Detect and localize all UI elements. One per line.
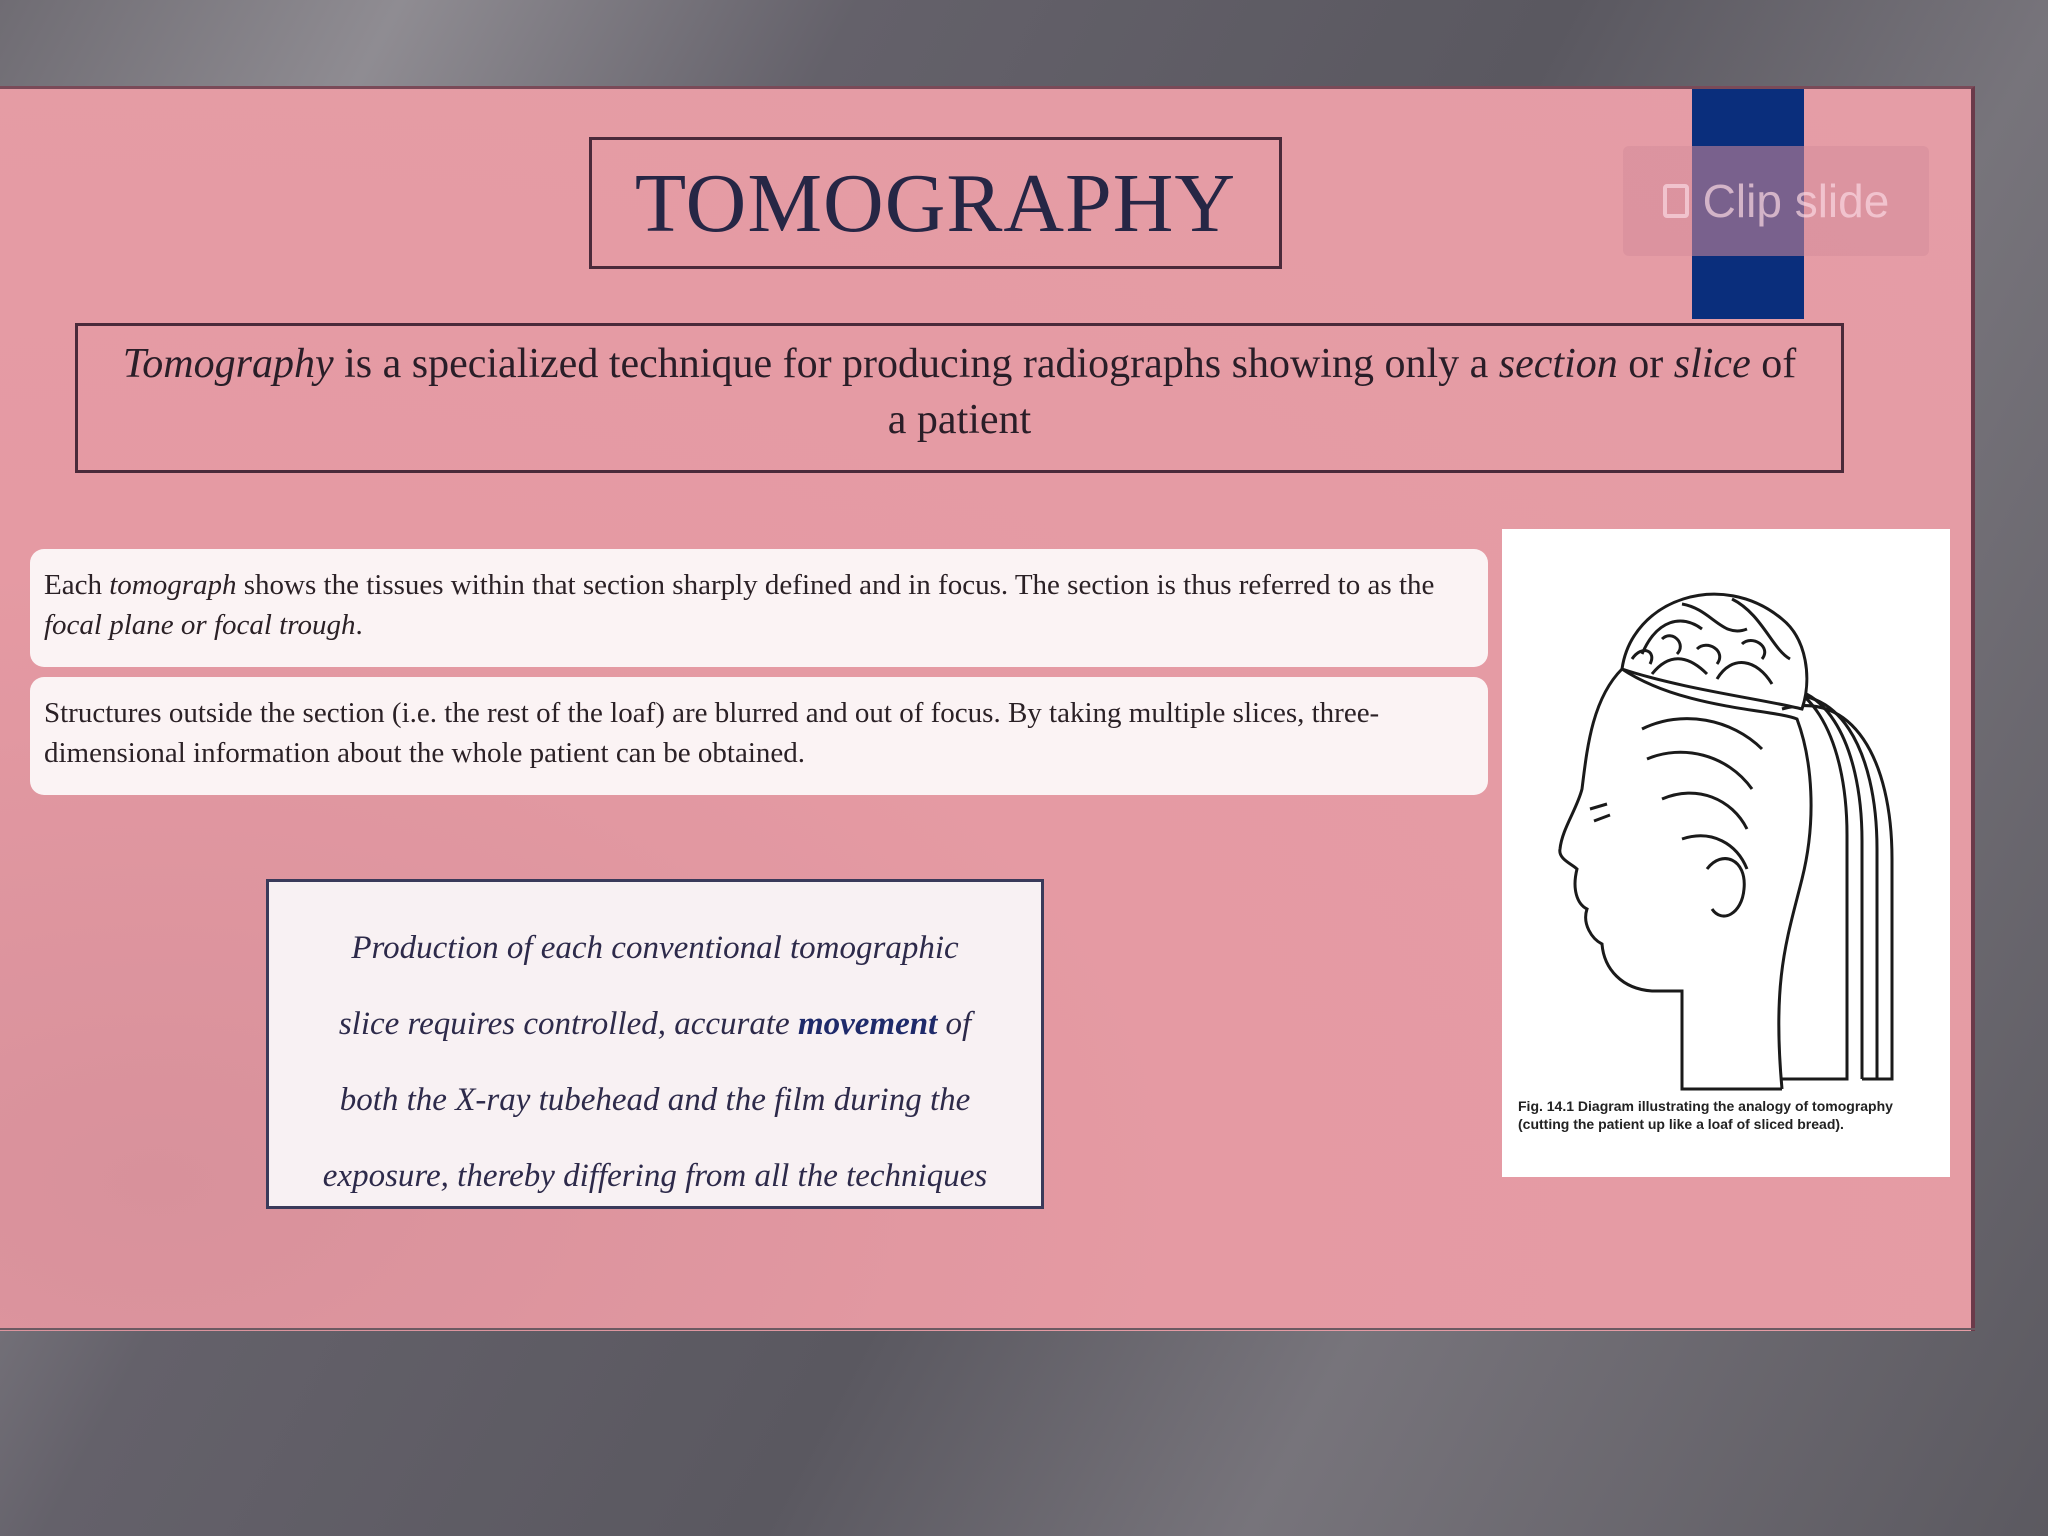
figure-caption: Fig. 14.1 Diagram illustrating the analogy of tomography (cutting the patient up like a loaf of sliced bread). xyxy=(1518,1098,1893,1132)
definition-text-1: is a specialized technique for producing radiographs showing only a xyxy=(333,341,1499,387)
paragraph-1-text-1: Each xyxy=(44,569,110,601)
quote-movement-bold: movement xyxy=(797,1006,938,1042)
quote-line-1: Production of each conventional tomographic xyxy=(351,930,959,966)
paragraph-focal-plane xyxy=(30,549,1488,667)
definition-text-2: or xyxy=(1617,341,1674,387)
definition-term: Tomography xyxy=(122,341,334,387)
quote-line-2-post: of xyxy=(937,1006,972,1042)
quote-line-2-pre: slice requires controlled, accurate xyxy=(338,1006,798,1042)
slide-bottom-border xyxy=(0,1328,1975,1330)
quote-line-3: both the X-ray tubehead and the film during the xyxy=(339,1082,971,1118)
title-box xyxy=(589,137,1282,269)
definition-box xyxy=(75,323,1844,473)
head-slices-figure xyxy=(1502,529,1950,1177)
definition-text-3: of a patient xyxy=(887,341,1797,443)
paragraph-1-em-tomograph: tomograph xyxy=(109,569,237,601)
clip-slide-button[interactable] xyxy=(1623,146,1929,256)
clipboard-icon xyxy=(1663,184,1689,218)
quote-box xyxy=(266,879,1044,1209)
slide xyxy=(0,86,1975,1331)
paragraph-1-text-3: . xyxy=(355,609,363,641)
quote-line-4: exposure, thereby differing from all the techniques xyxy=(322,1158,988,1194)
paragraph-1-text-2: shows the tissues within that section sharply defined and in focus. The section is thus referred to as the xyxy=(236,569,1435,601)
clip-slide-label: Clip slide xyxy=(1702,175,1890,227)
paragraph-1-em-focal: focal plane or focal trough xyxy=(44,609,356,641)
sliced-head-illustration xyxy=(1532,559,1922,1099)
definition-em-slice: slice xyxy=(1673,341,1751,387)
paragraph-structures: Structures outside the section (i.e. the rest of the loaf) are blurred and out of focus. By taking multiple slices, three-dimensional information about the whole patient can be obtained. xyxy=(30,677,1488,795)
slide-title: TOMOGRAPHY xyxy=(634,156,1237,250)
quote-line-2 xyxy=(269,986,1041,1062)
definition-em-section: section xyxy=(1498,341,1618,387)
